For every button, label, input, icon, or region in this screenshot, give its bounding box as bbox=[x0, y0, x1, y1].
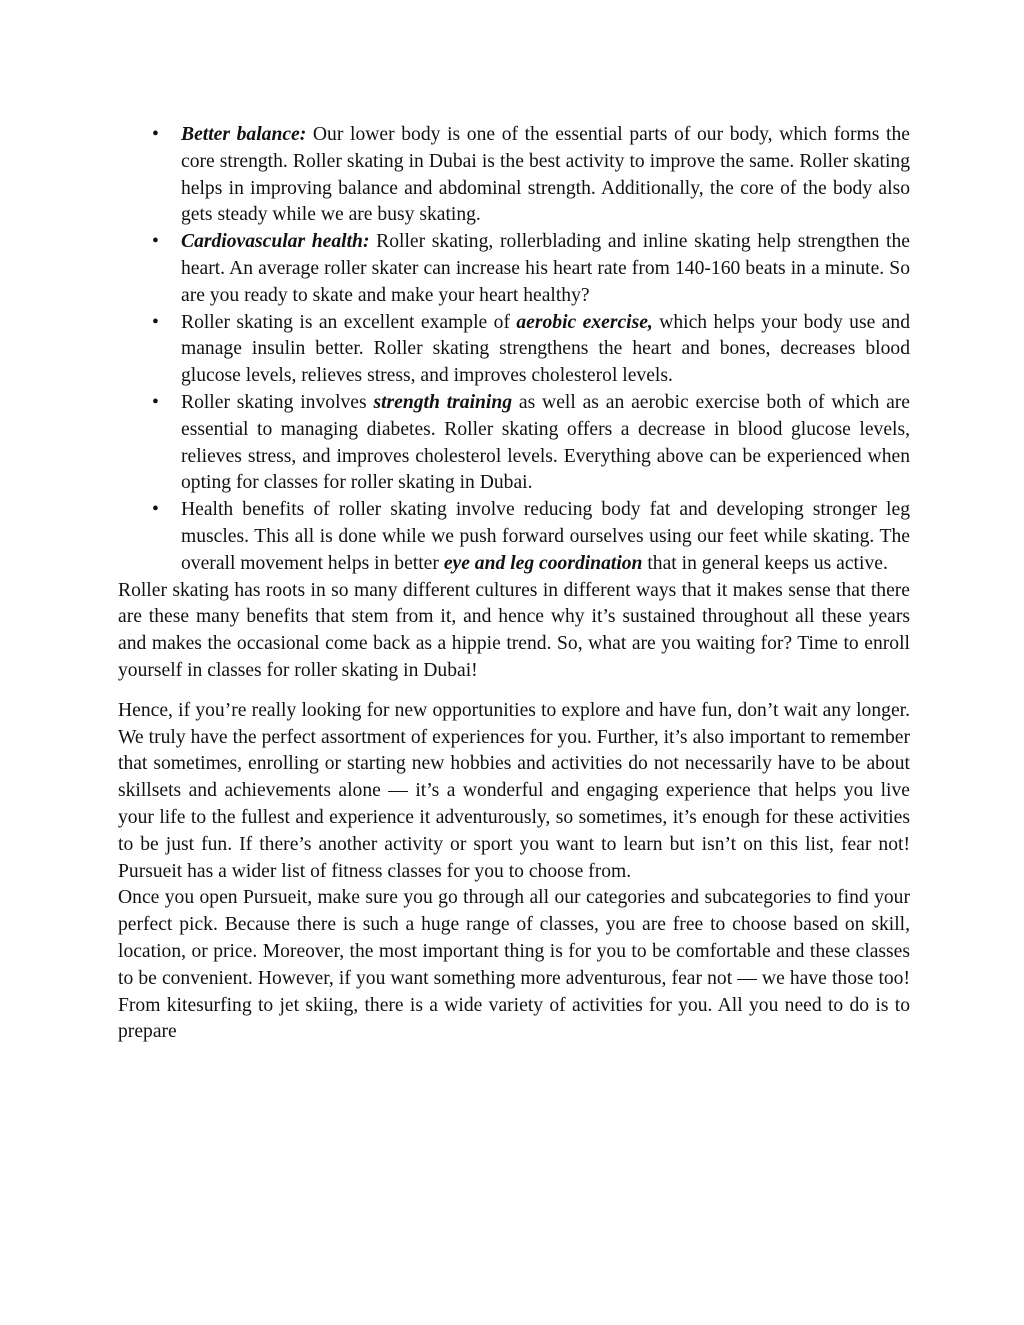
list-item bbox=[118, 229, 910, 309]
bullet-text: Our lower body is one of the essential parts of our body, which forms the core strength. Roller skating in Dubai is the best activity to improve the same. Roller skating helps in improving balance and abdominal strength. Additionally, the core of the body also gets steady while we are busy skating. bbox=[181, 124, 910, 226]
bullet-emphasis: eye and leg coordination bbox=[443, 552, 643, 574]
list-item bbox=[118, 122, 910, 229]
body-paragraph-opportunities: Hence, if you’re really looking for new opportunities to explore and have fun, don’t wait any longer. We truly have the perfect assortment of experiences for you. Further, it’s also important to remember that sometimes, enrolling or starting new hobbies and activities do not necessarily have to be about skillsets and achievements alone — it’s a wonderful and engaging experience that helps you live your life to the fullest and experience it adventurously, so sometimes, it’s enough for these activities to be just fun. If there’s another activity or sport you want to learn but isn’t on this list, fear not! Pursueit has a wider list of fitness classes for you to choose from. bbox=[118, 699, 910, 882]
body-paragraph-pursueit: Once you open Pursueit, make sure you go through all our categories and subcategories to find your perfect pick. Because there is such a huge range of classes, you are free to choose based on skill, location, or price. Moreover, the most important thing is for you to be comfortable and these classes to be convenient. However, if you want something more adventurous, fear not — we have those too! From kitesurfing to jet skiing, there is a wide variety of activities for you. All you need to do is to prepare bbox=[118, 887, 910, 1043]
body-paragraph-roots: Roller skating has roots in so many different cultures in different ways that it makes sense that there are these many benefits that stem from it, and hence why it’s sustained throughout all these years and makes the occasional come back as a hippie trend. So, what are you waiting for? Time to enroll yourself in classes for roller skating in Dubai! bbox=[118, 579, 910, 681]
document-page bbox=[118, 122, 910, 1046]
bullet-emphasis: strength training bbox=[373, 391, 513, 413]
bullet-emphasis: Better balance: bbox=[181, 124, 307, 145]
list-item bbox=[118, 497, 910, 577]
bullet-lead: Roller skating involves bbox=[181, 391, 374, 413]
bullet-emphasis: Cardiovascular health: bbox=[181, 231, 370, 253]
bullet-text: which helps your body use and manage insulin better. Roller skating strengthens the heart and bones, decreases blood glucose levels, relieves stress, and improves cholesterol levels. bbox=[181, 311, 910, 387]
bullet-text: as well as an aerobic exercise both of which are essential to managing diabetes. Roller skating offers a decrease in blood glucose levels, relieves stress, and improves cholesterol levels. Everything above can be experienced when opting for classes for roller skating in Dubai. bbox=[181, 391, 910, 494]
bullet-marker: • bbox=[152, 231, 159, 253]
bullet-text: that in general keeps us active. bbox=[642, 552, 888, 574]
bullet-marker: • bbox=[152, 311, 159, 333]
bullet-text: Roller skating, rollerblading and inline skating help strengthen the heart. An average roller skater can increase his heart rate from 140-160 beats in a minute. So are you ready to skate and make your heart healthy? bbox=[181, 231, 910, 306]
bullet-lead: Roller skating is an excellent example of bbox=[181, 311, 517, 333]
benefits-list bbox=[118, 122, 910, 578]
bullet-marker: • bbox=[152, 124, 159, 145]
bullet-lead: Health benefits of roller skating involve reducing body fat and developing stronger leg muscles. This all is done while we push forward ourselves using our feet while skating. The overall movement helps in better bbox=[181, 499, 910, 574]
bullet-emphasis: aerobic exercise, bbox=[516, 311, 653, 333]
list-item bbox=[118, 310, 910, 390]
list-item bbox=[118, 390, 910, 497]
bullet-marker: • bbox=[152, 391, 159, 413]
bullet-marker: • bbox=[152, 499, 159, 521]
